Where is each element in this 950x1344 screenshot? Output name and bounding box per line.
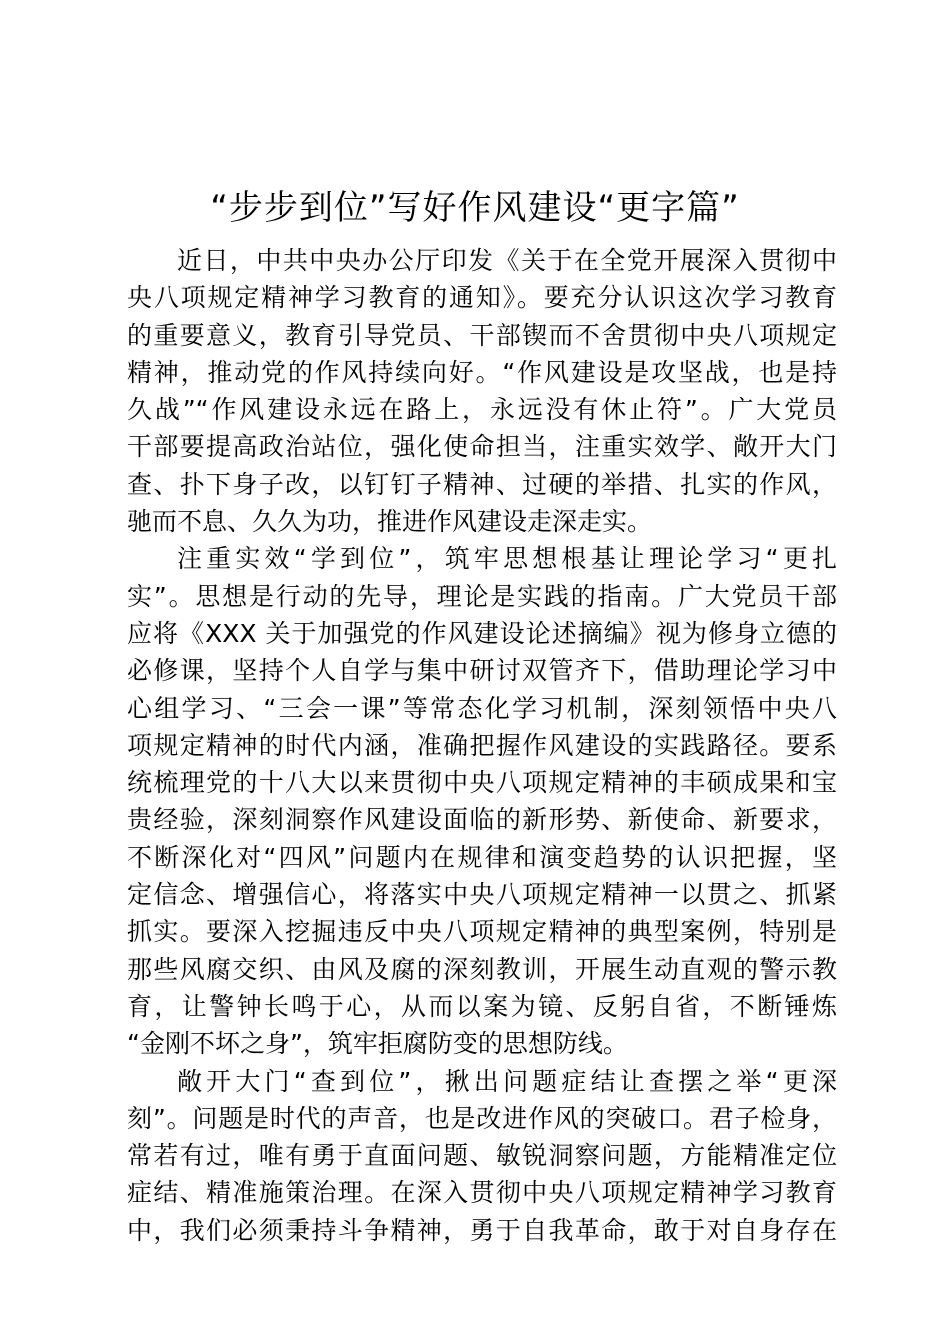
text-line: 驰而不息、久久为功，推进作风建设走深走实。 (127, 507, 653, 537)
text-line: 中，我们必须秉持斗争精神，勇于自我革命，敢于对自身存在 (127, 1215, 837, 1245)
text-line: 育，让警钟长鸣于心，从而以案为镜、反躬自省，不断锤炼 (127, 991, 837, 1021)
text-line: 心组学习、“三会一课”等常态化学习机制，深刻领悟中央八 (127, 693, 837, 723)
text-line: 久战”“作风建设永远在路上，永远没有休止符”。广大党员 (127, 395, 837, 425)
text-line: 抓实。要深入挖掘违反中央八项规定精神的典型案例，特别是 (127, 917, 837, 947)
text-line: 应将《XXX 关于加强党的作风建设论述摘编》视为修身立德的 (127, 618, 837, 648)
text-line: 注重实效“学到位”，筑牢思想根基让理论学习“更扎 (177, 544, 837, 574)
text-line: 项规定精神的时代内涵，准确把握作风建设的实践路径。要系 (127, 730, 837, 760)
text-line: 查、扑下身子改，以钉钉子精神、过硬的举措、扎实的作风， (127, 469, 837, 499)
document-body (127, 242, 837, 1249)
document-title: “步步到位”写好作风建设“更字篇” (210, 188, 740, 228)
text-line: 症结、精准施策治理。在深入贯彻中央八项规定精神学习教育 (127, 1178, 837, 1208)
text-line: 刻”。问题是时代的声音，也是改进作风的突破口。君子检身， (127, 1103, 837, 1133)
text-line: 常若有过，唯有勇于直面问题、敏锐洞察问题，方能精准定位 (127, 1141, 837, 1171)
text-line: 统梳理党的十八大以来贯彻中央八项规定精神的丰硕成果和宝 (127, 768, 837, 798)
text-line: 实”。思想是行动的先导，理论是实践的指南。广大党员干部 (127, 581, 837, 611)
text-line: 必修课，坚持个人自学与集中研讨双管齐下，借助理论学习中 (127, 656, 837, 686)
text-line: 定信念、增强信心，将落实中央八项规定精神一以贯之、抓紧 (127, 880, 837, 910)
text-line: “金刚不坏之身”，筑牢拒腐防变的思想防线。 (127, 1029, 628, 1059)
text-line: 近日，中共中央办公厅印发《关于在全党开展深入贯彻中 (177, 246, 837, 275)
text-line: 央八项规定精神学习教育的通知》。要充分认识这次学习教育 (127, 283, 837, 313)
text-line: 精神，推动党的作风持续向好。“作风建设是攻坚战，也是持 (127, 357, 837, 387)
text-line: 那些风腐交织、由风及腐的深刻教训，开展生动直观的警示教 (127, 954, 837, 984)
text-line: 敞开大门“查到位”，揪出问题症结让查摆之举“更深 (177, 1066, 837, 1096)
text-line: 不断深化对“四风”问题内在规律和演变趋势的认识把握，坚 (127, 842, 837, 872)
text-line: 的重要意义，教育引导党员、干部锲而不舍贯彻中央八项规定 (127, 320, 837, 350)
text-line: 贵经验，深刻洞察作风建设面临的新形势、新使命、新要求， (127, 805, 837, 835)
text-line: 干部要提高政治站位，强化使命担当，注重实效学、敞开大门 (127, 432, 837, 462)
